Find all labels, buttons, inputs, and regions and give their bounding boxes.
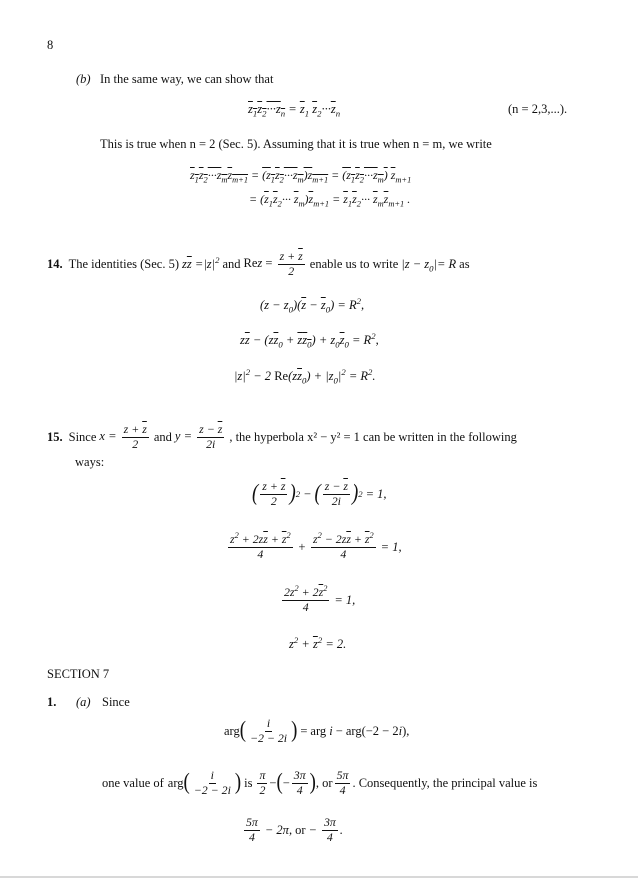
x-definition: x = $\frac{z + \overline{z}}{2}$ [99, 422, 147, 451]
induction-text: This is true when n = 2 (Sec. 5). Assuming that it is true when n = m, we write [100, 137, 492, 151]
equation-induction-2: = $(\overline{z}_1\overline{z}_2\cdot\cdot\cdot \overline{z}_m)\overline{z}_{m+1} = \overline{z}_1\overline{z}_2\cdot\cdot\cdot \overline{z}_m\overline{z}_{m+1}$ . [249, 192, 411, 209]
exercise-15-line [47, 423, 517, 451]
y-definition: y = $\frac{z - \overline{z}}{2i}$ [174, 422, 223, 451]
equation-condition: (n = 2,3,...). [508, 102, 568, 116]
part-b-label: (b) [76, 72, 91, 86]
exercise-15-ways: ways: [75, 455, 105, 469]
is-word: is [244, 775, 253, 790]
equation-15-3: $\frac{2z^2 + 2\overline{z}^2}{4}$ = 1, [284, 584, 356, 614]
equation-14-1: $(z - z_0)(\overline{z} - \overline{z}_0) = R^2$, [260, 295, 365, 315]
page-number: 8 [47, 38, 54, 52]
principal-value-line: one value of arg ( $\frac{i}{-2 - 2i}$ ) is $\frac{\pi}{2}$ − ( − $\frac{3\pi}{4}$ ) , or $\frac{5\pi}{4}$ . Consequently, the principal value is [102, 768, 538, 797]
one-value-of: one value of [102, 775, 164, 790]
equation-14-3: $|z|^2 - 2$ $Re(z\overline{z}_0) + |z_0|^2 = R^2$. [234, 366, 376, 386]
equation-14-2: $z\overline{z} - (z\overline{z}_0 + zz_0) + z_0\overline{z}_0 = R^2$, [240, 330, 379, 350]
part-b-intro: In the same way, we can show that [100, 72, 274, 86]
exercise-14-text-a: The identities (Sec. 5) [68, 256, 180, 271]
equation-arg: arg ( $\frac{i}{-2 - 2i}$ ) = arg i − arg(−2 − 2i), [224, 716, 410, 745]
exercise-15-since: Since [68, 429, 97, 444]
exercise-15-text-after: , the hyperbola x² − y² = 1 can be written in the following [229, 429, 517, 444]
section-7-item-number: 1. [47, 695, 57, 709]
equation-15-4: $z^2 + \overline{z}^2 = 2$. [289, 634, 347, 651]
exercise-14-text-d: as [459, 256, 470, 271]
equation-15-1: ( $\frac{z + \overline{z}}{2}$ ) 2 − ( $\frac{z - \overline{z}}{2i}$ ) 2 = 1, [252, 479, 387, 508]
equation-principal-value: $\frac{5\pi}{4}$ − 2π, or − $\frac{3\pi}{4}$ . [246, 815, 343, 844]
exercise-14-text-c: enable us to write [309, 256, 399, 271]
consequently-text: . Consequently, the principal value is [352, 775, 538, 790]
exercise-14-number: 14. [47, 256, 63, 271]
section-7-part-label: (a) [76, 695, 91, 709]
or-word: , or [315, 775, 333, 790]
section-7-since: Since [102, 695, 130, 709]
circle-equation: $|z - z_0|= R$ [401, 256, 457, 274]
exercise-14-text-b: and [222, 256, 241, 271]
equation-conjugate-product: $z_1z_2\cdot\cdot\cdot z_n = \overline{z}_1$ $\overline{z}_2\cdot\cdot\cdot\overline{z}_n$ [248, 102, 341, 119]
equation-induction-1: $z_1z_2\cdot\cdot\cdot z_mz_{m+1} = (z_1z_2\cdot\cdot\cdot z_m)z_{m+1} = (z_1z_2\cdot\cdot\cdot z_m)$ $\overline{z}_{m+1}$ [190, 168, 412, 185]
exercise-14-line [47, 250, 470, 278]
equation-15-2: $\frac{z^2 + 2z\overline{z} + \overline{z}^2}{4}$ + $\frac{z^2 - 2z\overline{z} + \overline{z}^2}{4}$ = 1, [230, 531, 402, 561]
identity-real-part: Rez = $\frac{z + \overline{z}}{2}$ [243, 249, 303, 278]
exercise-15-and: and [153, 429, 172, 444]
section-7-heading: SECTION 7 [47, 667, 110, 681]
identity-modulus: $z\overline{z} =|z|^2$ [182, 254, 220, 271]
exercise-15-number: 15. [47, 429, 63, 444]
